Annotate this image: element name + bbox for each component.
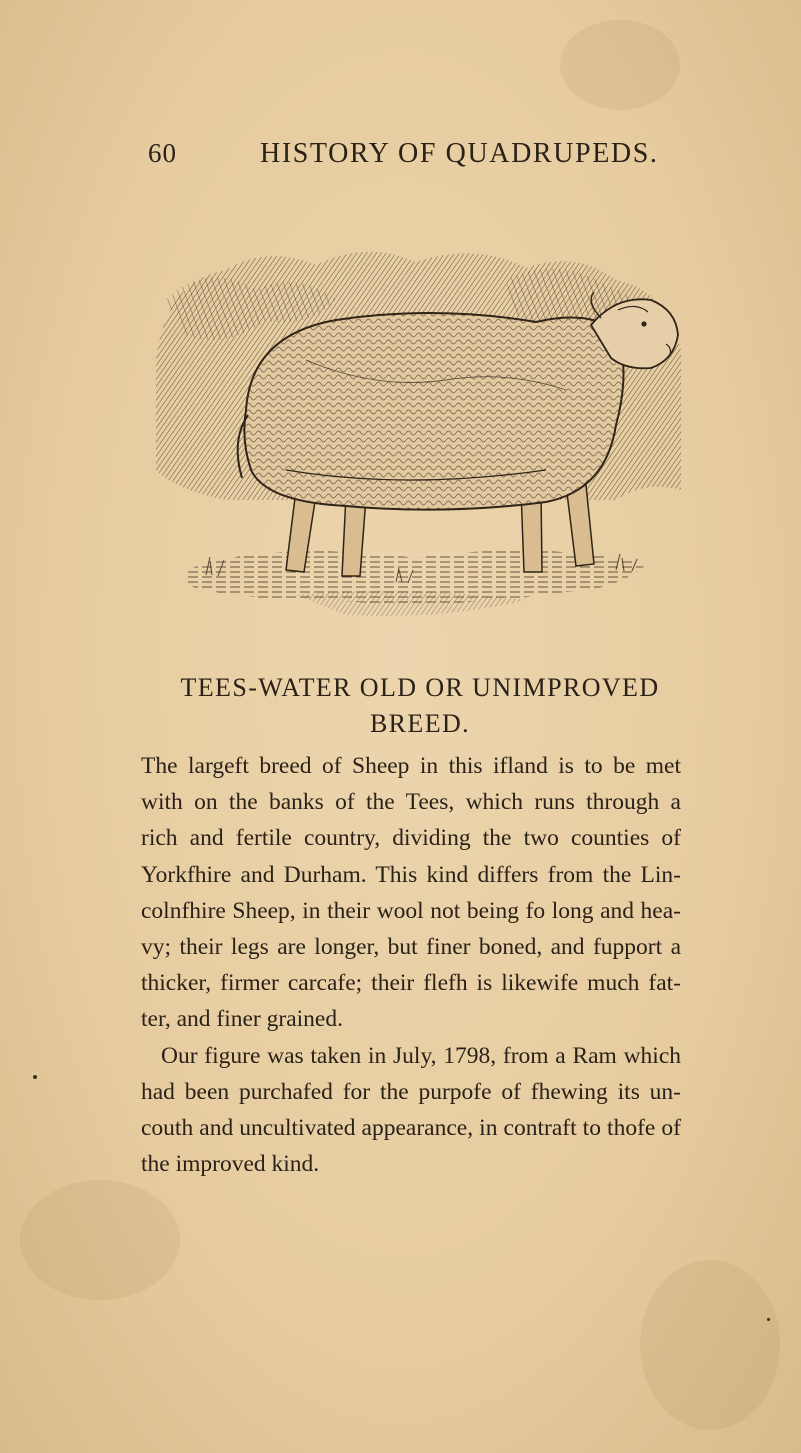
body-text xyxy=(141,748,681,1182)
text-line: The largeft breed of Sheep in this ifland is to be met xyxy=(141,753,681,779)
figure-caption xyxy=(150,670,690,742)
text-line: vy; their legs are longer, but finer boned, and fupport a xyxy=(141,934,681,961)
text-line: with on the banks of the Tees, which runs through a xyxy=(141,789,681,816)
text-line: Our figure was taken in July, 1798, from a Ram which xyxy=(161,1042,681,1069)
text-line: Yorkfhire and Durham. This kind differs from the Lin- xyxy=(141,861,681,888)
page-number: 60 xyxy=(148,138,177,168)
text-line: colnfhire Sheep, in their wool not being fo long and hea- xyxy=(141,897,681,924)
text-line: had been purchafed for the purpofe of fhewing its un- xyxy=(141,1078,681,1105)
paper-stain xyxy=(560,20,680,110)
paper-stain xyxy=(20,1180,180,1300)
ram-woodcut-figure xyxy=(146,240,688,640)
paper-stain xyxy=(640,1260,780,1430)
caption-line-2: BREED. xyxy=(369,709,471,738)
ink-speck xyxy=(33,1075,37,1079)
text-line: couth and uncultivated appearance, in contraft to thofe of xyxy=(141,1115,681,1142)
text-line: rich and fertile country, dividing the two counties of xyxy=(141,825,681,852)
caption-line-1: TEES-WATER OLD OR UNIMPROVED xyxy=(180,673,660,702)
running-head xyxy=(148,138,668,178)
text-line: ter, and finer grained. xyxy=(141,1006,343,1033)
ram-woodcut-illustration xyxy=(146,240,688,640)
text-line: thicker, firmer carcafe; their flefh is likewife much fat- xyxy=(141,970,681,997)
text-line: the improved kind. xyxy=(141,1151,320,1178)
running-head-title: HISTORY OF QUADRUPEDS. xyxy=(260,138,659,169)
ink-speck xyxy=(767,1318,770,1321)
